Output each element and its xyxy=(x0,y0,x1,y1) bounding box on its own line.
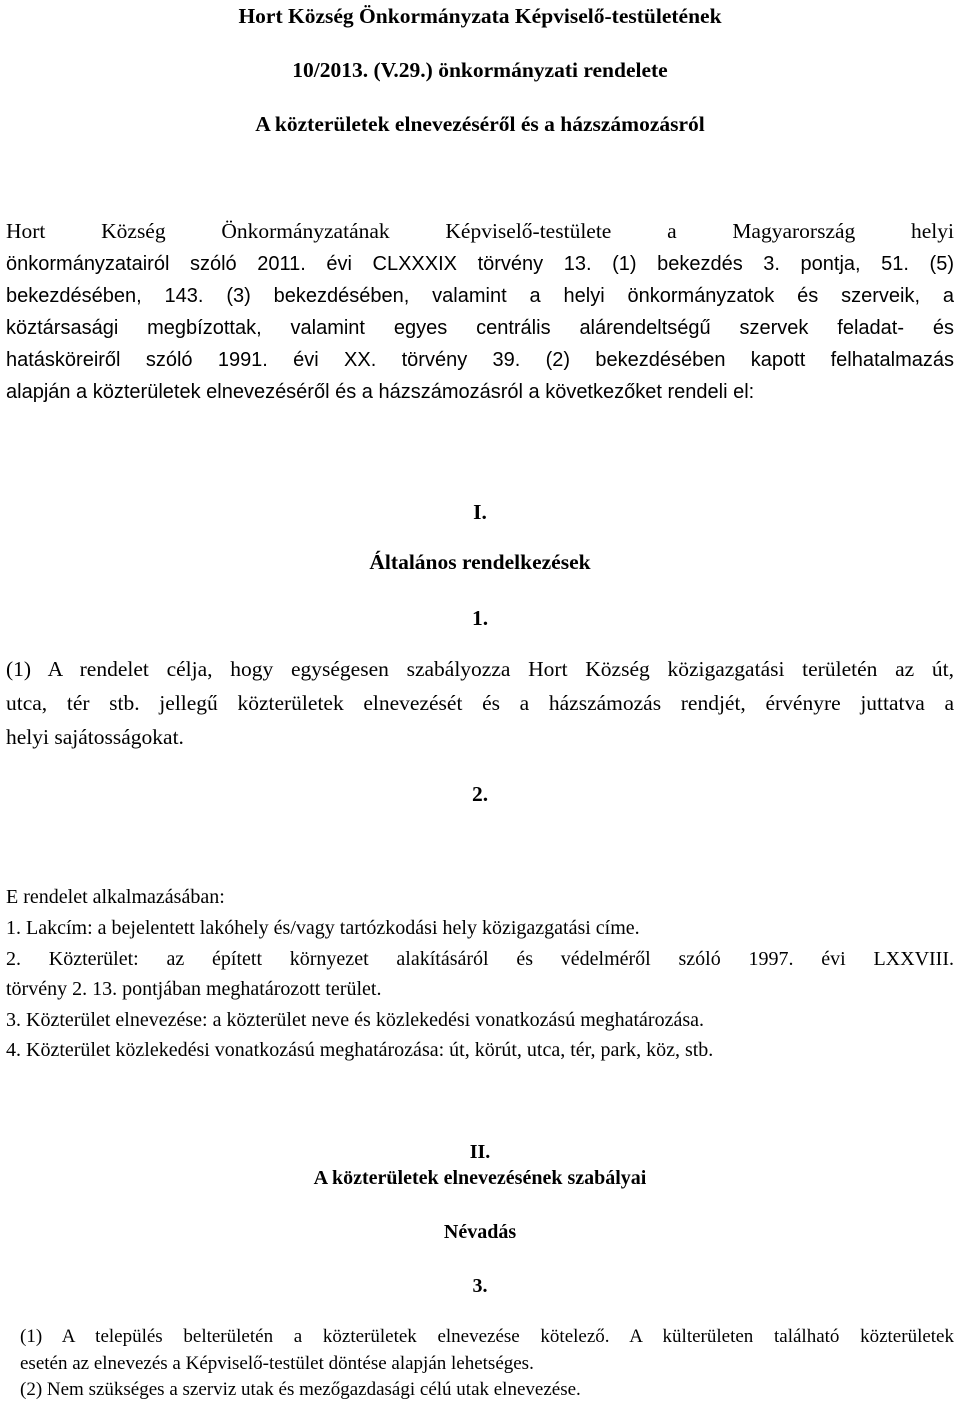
chapter-2-title: A közterületek elnevezésének szabályai xyxy=(313,1167,647,1189)
section-3-line-2: esetén az elnevezés a Képviselő-testület döntése alapján lehetséges. xyxy=(20,1353,534,1374)
preamble-line-3: bekezdésében, 143. (3) bekezdésében, valamint a helyi önkormányzatok és szerveik, a xyxy=(6,285,954,307)
section-2-item-3: 3. Közterület elnevezése: a közterület neve és közlekedési vonatkozású meghatározása. xyxy=(6,1009,705,1031)
section-2-item-4: 4. Közterület közlekedési vonatkozású meghatározása: út, körút, utca, tér, park, köz, stb. xyxy=(6,1039,714,1061)
section-3-line-1: (1) A település belterületén a közterületek elnevezése kötelező. A külterületen található közterületek xyxy=(20,1326,954,1347)
section-1-line-3: helyi sajátosságokat. xyxy=(6,725,184,749)
chapter-1-number: I. xyxy=(473,500,487,524)
chapter-1-title: Általános rendelkezések xyxy=(369,550,591,574)
section-2-intro: E rendelet alkalmazásában: xyxy=(6,886,225,908)
preamble-line-5: hatásköreiről szóló 1991. évi XX. törvény 39. (2) bekezdésében kapott felhatalmazás xyxy=(6,349,954,371)
chapter-2-number: II. xyxy=(469,1141,491,1163)
section-2-heading: 2. xyxy=(471,782,489,806)
preamble-line-4: köztársasági megbízottak, valamint egyes centrális alárendeltségű szervek feladat- és xyxy=(6,317,954,339)
section-2-item-2: 2. Közterület: az épített környezet alakításáról és védelméről szóló 1997. évi LXXVIII. xyxy=(6,948,954,970)
ordinance-number-title: 10/2013. (V.29.) önkormányzati rendelete xyxy=(292,58,668,82)
preamble-line-6: alapján a közterületek elnevezéséről és a házszámozásról a következőket rendeli el: xyxy=(6,381,755,403)
ordinance-subject-title: A közterületek elnevezéséről és a házszámozásról xyxy=(255,112,705,136)
section-1-line-1: (1) A rendelet célja, hogy egységesen szabályozza Hort Község közigazgatási területén az út, xyxy=(6,657,954,681)
section-3-line-3: (2) Nem szükséges a szerviz utak és mezőgazdasági célú utak elnevezése. xyxy=(20,1379,581,1400)
chapter-2-subtitle: Névadás xyxy=(443,1221,517,1243)
section-3-heading: 3. xyxy=(472,1275,488,1297)
preamble-line-1: Hort Község Önkormányzatának Képviselő-testülete a Magyarország helyi xyxy=(6,219,954,243)
section-1-line-2: utca, tér stb. jellegű közterületek elnevezését és a házszámozás rendjét, érvényre juttatva a xyxy=(6,691,954,715)
preamble-line-2: önkormányzatairól szóló 2011. évi CLXXXIX törvény 13. (1) bekezdés 3. pontja, 51. (5) xyxy=(6,253,954,275)
ordinance-issuer-title: Hort Község Önkormányzata Képviselő-testületének xyxy=(238,4,722,28)
section-1-heading: 1. xyxy=(471,606,489,630)
section-2-item-2-cont: törvény 2. 13. pontjában meghatározott terület. xyxy=(6,978,382,1000)
section-2-item-1: 1. Lakcím: a bejelentett lakóhely és/vagy tartózkodási hely közigazgatási címe. xyxy=(6,917,640,939)
